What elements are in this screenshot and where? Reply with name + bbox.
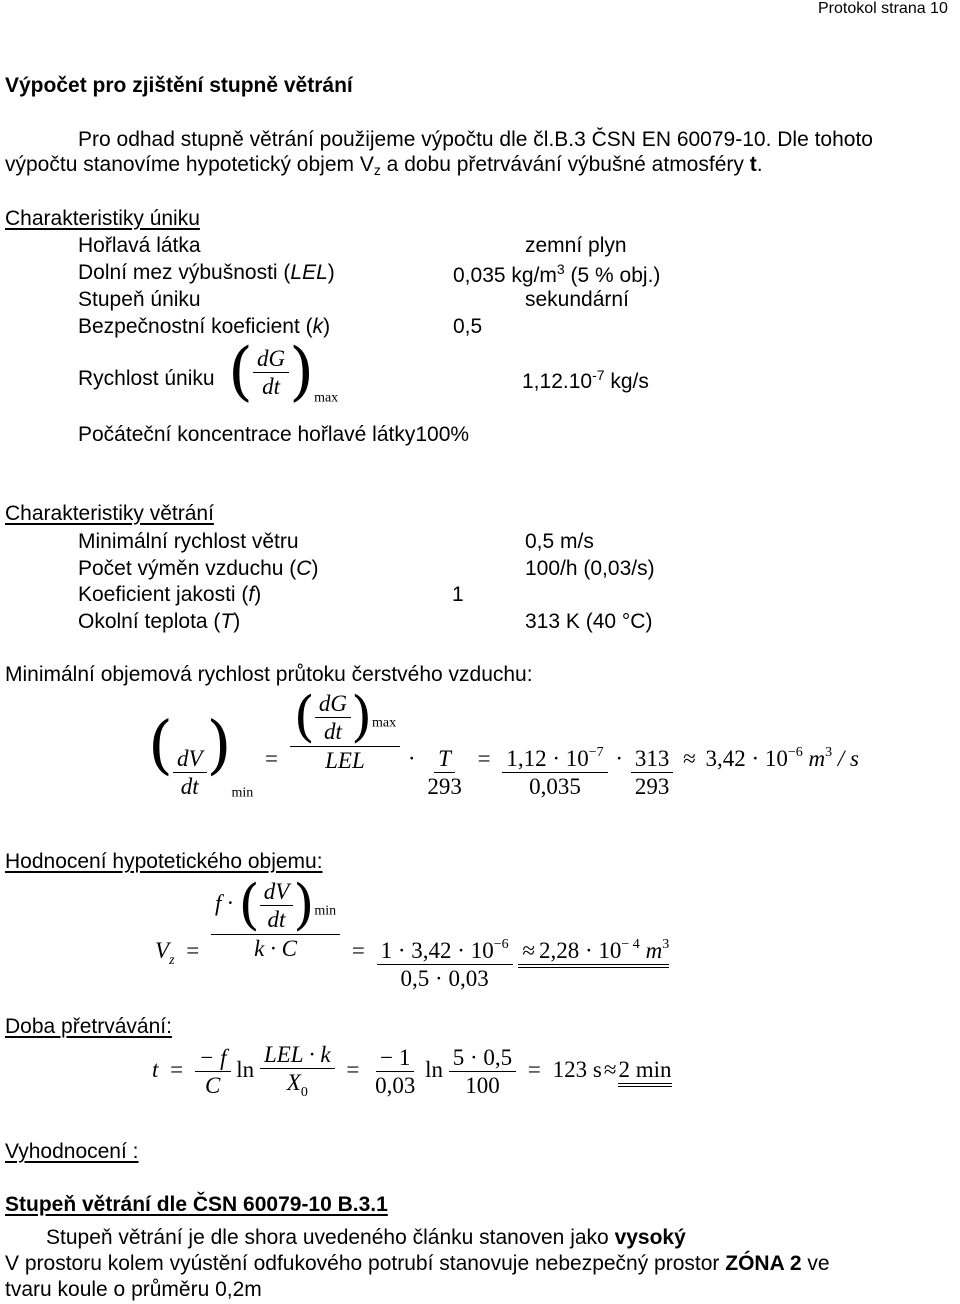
substance-label: Hořlavá látka [78, 234, 201, 257]
duration-ln-2: ln [425, 1056, 443, 1082]
equals-sign-3: = [527, 1056, 541, 1082]
rate-num: dG [253, 347, 289, 373]
lel-value [453, 261, 660, 288]
quality-it: f [248, 583, 255, 606]
rate-value-post: kg/s [604, 370, 649, 393]
flow-main-fraction [290, 685, 400, 773]
grade-value: sekundární [525, 288, 629, 311]
duration-n-fraction [371, 1046, 419, 1097]
quality-label [78, 583, 261, 607]
flow-result-unit-post: / s [832, 746, 859, 772]
flow-inner-den: dt [323, 718, 342, 744]
volume-main-fraction [211, 873, 340, 961]
lel-label-post: ) [327, 261, 335, 284]
safety-label-post: ) [323, 315, 331, 338]
flow-den-lel: LEL [325, 748, 365, 773]
evaluation-line-2-text: V prostoru kolem vyústění odfukového potrubí stanovuje nebezpečný prostor [5, 1252, 726, 1275]
flow-v1-den: 0,035 [529, 774, 581, 800]
temp-post: ) [233, 610, 241, 633]
rate-value-pre: 1,12.10 [522, 370, 593, 393]
rate-label: Rychlost úniku [78, 367, 215, 390]
flow-v2-den: 293 [634, 774, 670, 800]
duration-result [553, 1057, 672, 1082]
quality-post: ) [254, 583, 262, 606]
approx-sign: ≈ [522, 938, 535, 964]
flow-v1-num [502, 746, 607, 773]
safety-label-pre: Bezpečnostní koeficient ( [78, 315, 313, 338]
flow-inner-fraction [315, 692, 351, 743]
temp-label [78, 610, 240, 634]
duration-n-den: 0,03 [375, 1073, 416, 1098]
flow-v2-fraction [631, 747, 674, 798]
volume-inner-num: dV [260, 880, 294, 906]
volume-lhs-sub: z [169, 953, 175, 969]
volume-result-pre: 2,28 · 10 [538, 938, 622, 964]
flow-t-fraction [423, 747, 466, 798]
evaluation-line-1-bold: vysoký [614, 1226, 686, 1249]
duration-f-num: − f [195, 1046, 231, 1072]
approx-sign: ≈ [683, 746, 696, 772]
lel-value-post: (5 % obj.) [564, 264, 661, 287]
grade-label: Stupeň úniku [78, 288, 201, 311]
volume-lhs [155, 938, 175, 969]
paren-left: ( [238, 873, 260, 936]
flow-v1-fraction [502, 746, 607, 798]
dot-2: · [615, 746, 624, 772]
wind-value: 0,5 m/s [525, 530, 594, 553]
intro-end: . [756, 153, 763, 176]
intro-text-mid: a dobu přetrvávání výbušné atmosféry [380, 153, 750, 176]
equals-sign: = [170, 1056, 184, 1082]
duration-f-den: C [205, 1073, 221, 1098]
duration-m-fraction [449, 1046, 516, 1097]
volume-main-num [211, 873, 340, 936]
paren-left: ( [148, 708, 173, 783]
intro-sub-z: z [373, 162, 381, 178]
evaluation-line-1-text: Stupeň větrání je dle shora uvedeného článku stanoven jako [46, 1226, 615, 1249]
paren-left: ( [293, 685, 315, 748]
volume-inner-sub: min [314, 903, 337, 919]
substance-value: zemní plyn [525, 234, 627, 257]
volume-inner-fraction [260, 880, 294, 931]
equals-sign: = [265, 746, 279, 772]
flow-lhs-fraction [173, 747, 207, 798]
flow-t-num: T [434, 747, 455, 773]
evaluation-line-1 [46, 1226, 686, 1250]
safety-value: 0,5 [453, 315, 483, 338]
volume-f: f · [215, 890, 233, 916]
flow-lhs-den: dt [180, 774, 199, 800]
volume-title: Hodnocení hypotetického objemu: [5, 850, 323, 873]
air-changes-pre: Počet výměn vzduchu ( [78, 557, 297, 580]
lel-label-it: LEL [290, 261, 328, 284]
rate-sub-max: max [314, 390, 339, 406]
intro-text: výpočtu stanovíme hypotetický objem V [5, 153, 374, 176]
flow-inner-num: dG [315, 692, 351, 718]
duration-lel-num: LEL · k [260, 1043, 335, 1069]
paren-right: ) [206, 708, 232, 783]
flow-v1-num-sup: −7 [588, 745, 604, 761]
volume-values-fraction [377, 938, 513, 990]
paren-right: ) [350, 685, 373, 748]
safety-label-it: k [312, 315, 324, 338]
flow-t-den: 293 [427, 774, 462, 800]
duration-formula [152, 1043, 672, 1100]
evaluation-line-3: tvaru koule o průměru 0,2m [5, 1278, 262, 1301]
rate-formula [228, 335, 339, 409]
air-changes-post: ) [311, 557, 319, 580]
duration-n-num: − 1 [376, 1046, 414, 1072]
air-changes-value: 100/h (0,03/s) [525, 557, 655, 580]
paren-right: ) [289, 335, 315, 409]
evaluation-title: Vyhodnocení : [5, 1140, 139, 1163]
volume-values-den: 0,5 · 0,03 [400, 966, 489, 992]
volume-result [518, 938, 669, 968]
lel-label-pre: Dolní mez výbušnosti ( [78, 261, 291, 284]
grade-title: Stupeň větrání dle ČSN 60079-10 B.3.1 [5, 1193, 388, 1216]
temp-it: T [220, 610, 234, 633]
rate-den: dt [262, 373, 280, 399]
temp-pre: Okolní teplota ( [78, 610, 221, 633]
intro-line-2 [5, 153, 763, 178]
duration-result-s: 123 s [552, 1056, 602, 1082]
flow-title: Minimální objemová rychlost průtoku čerstvého vzduchu: [5, 663, 533, 686]
initial-concentration: Počáteční koncentrace hořlavé látky100% [78, 423, 470, 446]
flow-result-unit-sup: 3 [825, 745, 833, 761]
evaluation-line-2-bold: ZÓNA 2 [725, 1252, 802, 1275]
section-title-calculation: Výpočet pro zjištění stupně větrání [5, 74, 353, 97]
volume-num-pre: 1 · 3,42 · 10 [380, 938, 494, 964]
air-changes-it: C [296, 557, 312, 580]
equals-sign-2: = [351, 938, 365, 964]
flow-v1-num-pre: 1,12 · 10 [506, 746, 589, 772]
volume-inner-den: dt [267, 906, 286, 932]
lel-label [78, 261, 335, 285]
duration-f-fraction [195, 1046, 231, 1097]
air-changes-label [78, 557, 318, 581]
intro-line-1: Pro odhad stupně větrání použijeme výpočtu dle čl.B.3 ČSN EN 60079-10. Dle tohoto [78, 128, 873, 151]
page-number-header: Protokol strana 10 [818, 0, 948, 17]
duration-lel-fraction [260, 1043, 335, 1100]
flow-lhs-num: dV [173, 747, 207, 773]
volume-result-sup: − 4 [621, 937, 640, 953]
flow-lhs-sub: min [231, 785, 254, 801]
flow-main-num [290, 685, 400, 748]
duration-title: Doba přetrvávání: [5, 1015, 172, 1038]
flow-result [705, 746, 859, 771]
volume-num-sup: −6 [493, 937, 509, 953]
flow-result-unit: m [802, 746, 826, 772]
flow-inner-sub: max [372, 715, 397, 731]
duration-lhs: t [152, 1056, 159, 1082]
evaluation-line-2-post: ve [801, 1252, 830, 1275]
equals-sign-2: = [477, 746, 491, 772]
volume-den: k · C [254, 936, 297, 961]
rate-fraction [253, 347, 289, 398]
volume-lhs-v: V [155, 938, 170, 964]
wind-label: Minimální rychlost větru [78, 530, 299, 553]
duration-lel-den [283, 1069, 312, 1100]
flow-result-pre: 3,42 · 10 [705, 746, 788, 772]
rate-value [522, 367, 649, 394]
flow-formula [148, 685, 859, 801]
vent-section-title: Charakteristiky větrání [5, 502, 214, 525]
volume-result-unit-sup: 3 [662, 937, 670, 953]
volume-formula [155, 873, 670, 992]
volume-result-unit: m [639, 938, 663, 964]
temp-value: 313 K (40 °C) [525, 610, 653, 633]
flow-result-sup: −6 [787, 745, 803, 761]
dot: · [407, 746, 416, 772]
duration-result-min: 2 min [618, 1057, 671, 1087]
approx-sign: ≈ [603, 1056, 617, 1082]
flow-v2-num: 313 [631, 747, 674, 773]
intro-bold-t: t [749, 153, 757, 176]
equals-sign-2: = [346, 1056, 360, 1082]
volume-values-num [377, 938, 513, 965]
evaluation-line-2 [5, 1252, 830, 1276]
lel-value-pre: 0,035 kg/m [453, 264, 557, 287]
duration-ln: ln [236, 1056, 255, 1082]
leak-section-title: Charakteristiky úniku [5, 207, 200, 230]
lel-value-sup: 3 [556, 261, 565, 277]
quality-value: 1 [452, 583, 464, 606]
rate-value-sup: -7 [592, 367, 605, 383]
duration-x-sub: 0 [300, 1085, 308, 1100]
duration-m-num: 5 · 0,5 [449, 1046, 516, 1072]
quality-pre: Koeficient jakosti ( [78, 583, 249, 606]
duration-x: X [286, 1070, 301, 1095]
duration-m-den: 100 [465, 1073, 500, 1098]
paren-left: ( [228, 335, 253, 409]
equals-sign: = [186, 938, 200, 964]
paren-right: ) [293, 873, 315, 936]
